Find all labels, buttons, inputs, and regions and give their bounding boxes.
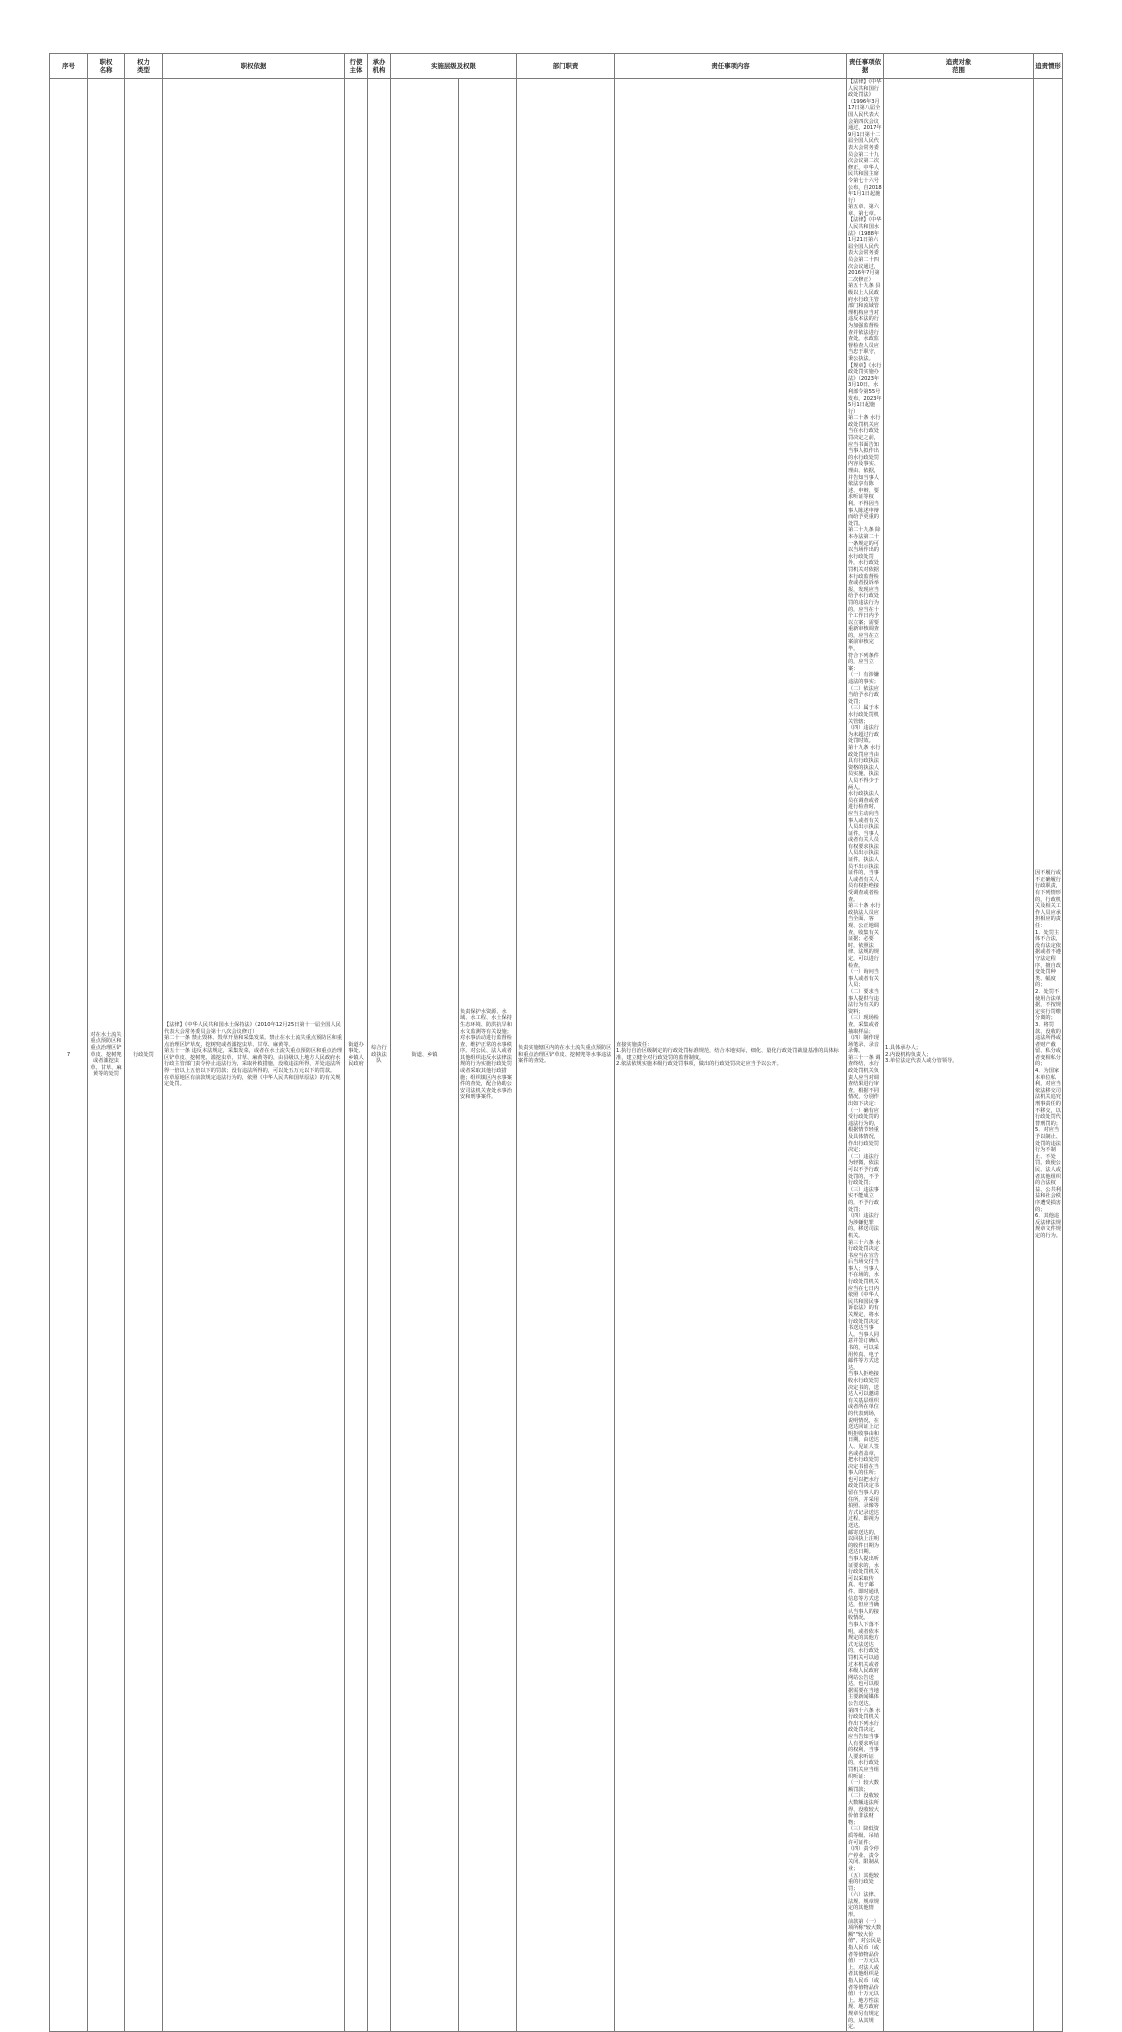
cell-target: 1.具体承办人； 2.内设机构负责人； 3.单位法定代表人或分管领导。 <box>884 79 1034 2032</box>
cell-seq: 7 <box>50 79 88 2032</box>
header-dept-duty: 部门职责 <box>517 54 615 79</box>
header-resp-content: 责任事项内容 <box>615 54 847 79</box>
cell-basis: 【法律】《中华人民共和国水土保持法》（2010年12月25日第十一届全国人民代表大会常务委员会第十八次会议修订） 第二十一条 禁止毁林、毁草开垦和采集发菜。禁止在水土流失重点预防区和重点治理区铲草皮、挖树兜或者滥挖虫草、甘草、麻黄等。 第五十一条 违反本法规定，采集发菜，或者在水土流失重点预防区和重点治理区铲草皮、挖树兜、滥挖虫草、甘草、麻黄等的，由县级以上地方人民政府水行政主管部门责令停止违法行为，采取补救措施，没收违法所得，并处违法所得一倍以上五倍以下的罚款；没有违法所得的，可以处五万元以下的罚款。 在草原地区有前款规定违法行为的，依照《中华人民共和国草原法》的有关规定处罚。 <box>163 79 345 2032</box>
header-level: 实施层级及权限 <box>391 54 517 79</box>
cell-situation: 因不履行或不正确履行行政职责，有下列情形的，行政机关及相关工作人员应承担相应的责任： 1．处罚主体不合法，没有法定依据或者不遵守法定程序，擅自改变处罚种类、幅度的； 2．处罚不使用合法单据，不按规定实行罚缴分离的； 3．将罚款、没收的违法所得或者财产截留、私分或者变相私分的； 4．为国家本单位私利，对应当依法移交司法机关追究刑事责任的不移交，以行政处罚代替刑罚的； 5．对应当予以制止、处罚的违法行为不制止、不处罚，致使公民、法人或者其他组织的合法权益、公共利益和社会秩序遭受损害的； 6．其他违反法律法规规章文件规定的行为。 <box>1034 79 1063 2032</box>
header-org: 承办 机构 <box>368 54 391 79</box>
cell-level: 街道、乡镇 <box>391 79 459 2032</box>
cell-resp-content: 直接实施责任： 1.执行自治区级制定的行政处罚标准规范，结合本地实际，细化、量化行政处罚裁量基准的具体标准，建立健全对行政处罚的监督制度。 2.依法依规实施本级行政处罚事项，做出的行政处罚决定应当予以公开。 <box>615 79 847 2032</box>
cell-subject: 街道办事处、乡镇人民政府 <box>345 79 368 2032</box>
header-resp-basis: 责任事项依据 <box>847 54 884 79</box>
cell-item-name: 对在水土流失重点预防区和重点治理区铲草皮、挖树兜或者滥挖虫草、甘草、麻黄等的处罚 <box>88 79 125 2032</box>
header-target: 追责对象 范围 <box>884 54 1034 79</box>
cell-dept-duty-2: 负责实施辖区内的在水土流失重点预防区和重点治理区铲草皮、挖树兜等水事违法案件的查处。 <box>517 79 615 2032</box>
table-row <box>50 79 1063 2032</box>
header-power-type: 权力 类型 <box>125 54 163 79</box>
cell-org: 综合行政执法队 <box>368 79 391 2032</box>
header-seq: 序号 <box>50 54 88 79</box>
power-responsibility-table <box>49 53 1063 2032</box>
header-basis: 职权依据 <box>163 54 345 79</box>
header-item-name: 职权 名称 <box>88 54 125 79</box>
header-situation: 追责情形 <box>1034 54 1063 79</box>
table-header-row <box>50 54 1063 79</box>
cell-resp-basis: 【法律】《中华人民共和国行政处罚法》（1996年3月17日第八届全国人民代表大会第四次会议通过，2017年9月1日第十二届全国人民代表大会常务委员会第二十九次会议第二次修正，中华人民共和国主席令第七十六号公布，自2018年1月1日起施行） 第五章、第六章、第七章。 【法律】《中华人民共和国水法》（1988年1月21日第六届全国人民代表大会常务委员会第二十四次会议通过，2016年7月第二次修正） 第五十九条 县级以上人民政府水行政主管部门和流域管理机构应当对违反本法的行为加强监督检查并依法进行查处。水政监督检查人员应当忠于职守，秉公执法。 【规章】《水行政处罚实施办法》（2023年3月10日，水利部令第55号发布，2023年5月1日起施行） 第二十条 水行政处罚机关应当在水行政处罚决定之前，应当书面告知当事人拟作出的水行政处罚内容及事实、理由、依据，并告知当事人依法享有陈述、申辩、要求听证等权利。不得因当事人陈述申辩而给予更重的处罚。 第二十九条 除本办法第二十一条规定的可以当场作出的水行政处罚外，水行政处罚机关对依据本行政监督检查或者投诉举报，发现应当给予水行政处罚的违法行为的，应当在十个工作日内予以立案；需要重新审核调查的，应当在立案前审核完毕。 符合下列条件的，应当立案： （一）有涉嫌违法的事实； （二）依法应当给予水行政处罚； （三）属于本水行政处罚机关管辖； （四）违法行为未超过行政处罚时效。 第十九条 水行政处罚应当由具有行政执法资格的执法人员实施，执法人员不得少于两人。 水行政执法人员在调查或者进行检查时，应当主动向当事人或者有关人员出示执法证件。当事人或者有关人员有权要求执法人员出示执法证件。执法人员不出示执法证件的，当事人或者有关人员有权拒绝接受调查或者检查。 第三十条 水行政执法人员应当全面、客观、公正地调查，收集有关证据；必要时，依照法律、法规的规定，可以进行检查。 （一）询问当事人或者有关人员； （二）要求当事人提供与违法行为有关的资料； （三）现场检查，采集或者抽取样品； （四）制作现场笔录、录音录像。 第三十一条 调查终结，水行政处罚机关负责人应当对调查结果进行审查，根据不同情况，分别作出如下决定： （一）确有应受行政处罚的违法行为的，根据情节轻重及具体情况，作出行政处罚决定； （二）违法行为轻微，依法可以不予行政处罚的，不予行政处罚； （三）违法事实不能成立的，不予行政处罚； （四）违法行为涉嫌犯罪的，移送司法机关。 第三十六条 水行政处罚决定书应当在宣告后当场交付当事人；当事人不在场的，水行政处罚机关应当在七日内依照《中华人民共和国民事诉讼法》的有关规定，将水行政处罚决定书送达当事人。当事人同意并签订确认书的，可以采用传真、电子邮件等方式送达。 当事人拒绝接收水行政处罚决定书的，送达人可以邀请有关基层组织或者所在单位的代表到场，说明情况，在送达回证上记明拒收事由和日期，由送达人、见证人签名或者盖章，把水行政处罚决定书留在当事人的住所；也可以把水行政处罚决定书留在当事人的住所，并采用拍照、录像等方式记录送达过程，即视为送达。 邮寄送达的，以回执上注明的收件日期为送达日期。 当事人提出听证要求的，水行政处罚机关可以采取传真、电子邮件、即时通讯信息等方式送达，但应当确认当事人的接收情况。 当事人下落不明，或者依本规定的其他方式无法送达的，水行政处罚机关可以通过本机关或者本级人民政府网站公告送达，也可以根据需要在当地主要新闻媒体公告送达。 第四十六条 水行政处罚机关作出下列水行政处罚决定，应当告知当事人有要求听证的权利，当事人要求听证的，水行政处罚机关应当组织听证： （一）较大数额罚款； （二）没收较大数额违法所得、没收较大价值非法财物； （三）降低资质等级、吊销许可证件； （四）责令停产停业、责令关闭、限制从业； （五）其他较重的行政处罚； （六）法律、法规、规章规定的其他情形。 前款第（一）项所称"较大数额""较大价值"，对公民是指人民币（或者等值物品价值）一万元以上，对法人或者其他组织是指人民币（或者等值物品价值）十万元以上。地方性法规、地方政府规章另有规定的，从其规定。 <box>848 79 882 2031</box>
cell-dept-duty: 负责保护水资源、水域、水工程、水土保持生态环境、防洪抗旱和水文监测等有关设施；对水事活动进行监督检查，维护正常的水事秩序。对公民、法人或者其他组织违反水法律法规的行为实施行政处罚或者采取其他行政措施；组织镇区内水事案件的查处，配合协助公安司法机关查处水事治安和刑事案件。 <box>459 79 517 2032</box>
header-subject: 行使 主体 <box>345 54 368 79</box>
cell-power-type: 行政处罚 <box>125 79 163 2032</box>
